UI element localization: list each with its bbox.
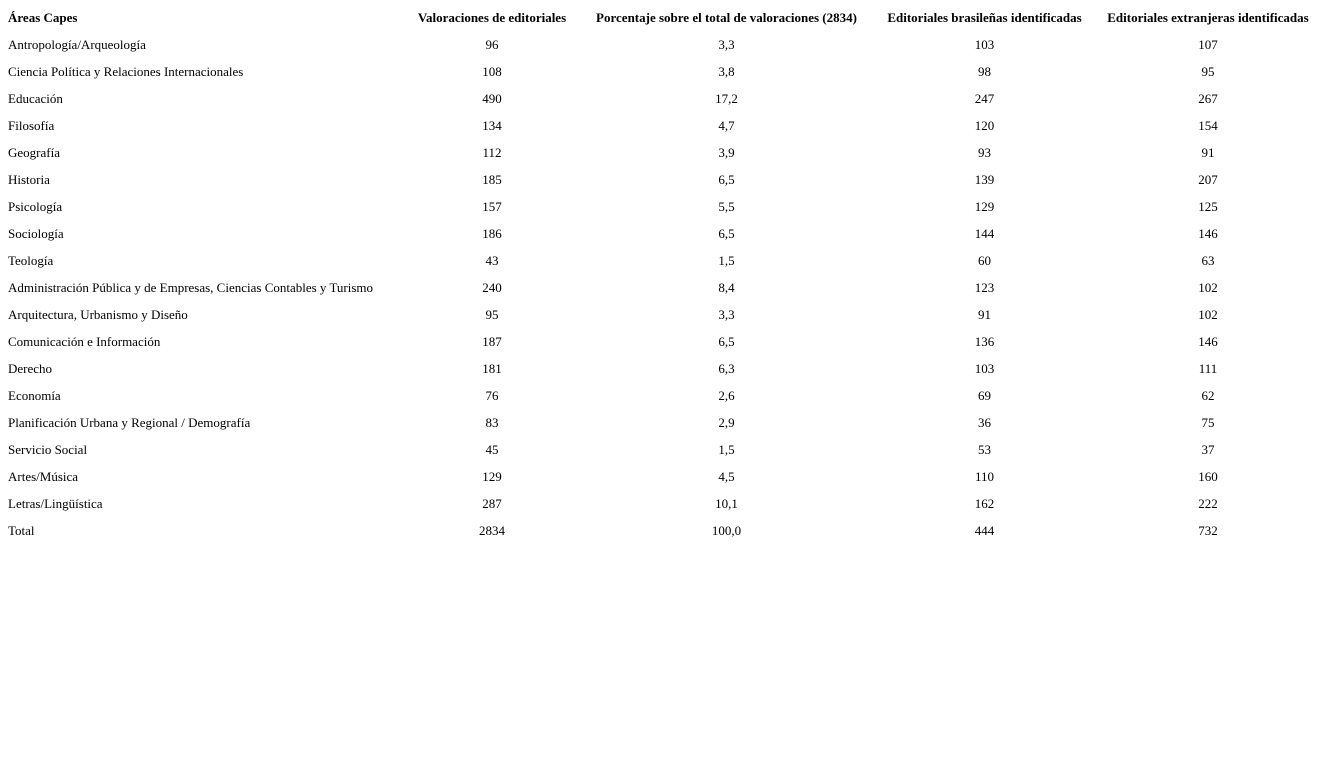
table-header (4, 4, 1322, 31)
cell-porcentaje: 3,8 (718, 64, 735, 79)
cell-extranjeras: 62 (1201, 388, 1215, 403)
cell-area: Total (8, 523, 35, 538)
cell-extranjeras: 146 (1198, 334, 1218, 349)
table-row (4, 328, 1322, 355)
table-row (4, 355, 1322, 382)
cell-brasilenas: 53 (978, 442, 991, 457)
cell-porcentaje: 17,2 (715, 91, 738, 106)
cell-area: Letras/Lingüística (8, 496, 103, 511)
table-row (4, 166, 1322, 193)
cell-valoraciones: 83 (485, 415, 499, 430)
cell-area: Antropología/Arqueología (8, 37, 146, 52)
cell-porcentaje: 6,3 (718, 361, 735, 376)
cell-area: Servicio Social (8, 442, 88, 457)
cell-brasilenas: 93 (978, 145, 991, 160)
cell-area: Comunicación e Información (8, 334, 161, 349)
cell-extranjeras: 75 (1201, 415, 1215, 430)
cell-extranjeras: 267 (1198, 91, 1218, 106)
cell-extranjeras: 37 (1201, 442, 1215, 457)
cell-extranjeras: 160 (1198, 469, 1218, 484)
cell-valoraciones: 490 (482, 91, 502, 106)
cell-porcentaje: 6,5 (718, 172, 735, 187)
cell-valoraciones: 45 (485, 442, 499, 457)
table-row (4, 31, 1322, 58)
cell-brasilenas: 110 (974, 469, 995, 484)
cell-brasilenas: 162 (974, 496, 995, 511)
table-row (4, 274, 1322, 301)
cell-brasilenas: 36 (978, 415, 991, 430)
cell-porcentaje: 4,5 (718, 469, 735, 484)
cell-brasilenas: 120 (974, 118, 995, 133)
cell-brasilenas: 69 (978, 388, 991, 403)
cell-extranjeras: 91 (1201, 145, 1215, 160)
table-row (4, 463, 1322, 490)
cell-brasilenas: 103 (974, 361, 995, 376)
cell-extranjeras: 107 (1198, 37, 1218, 52)
cell-extranjeras: 63 (1201, 253, 1215, 268)
table-row (4, 382, 1322, 409)
cell-valoraciones: 186 (482, 226, 502, 241)
header-editoriales-brasilenas: Editoriales brasileñas identificadas (887, 10, 1082, 25)
cell-valoraciones: 108 (482, 64, 502, 79)
table-row (4, 85, 1322, 112)
table-row (4, 436, 1322, 463)
cell-area: Artes/Música (8, 469, 79, 484)
cell-brasilenas: 60 (978, 253, 991, 268)
table-row (4, 247, 1322, 274)
cell-extranjeras: 146 (1198, 226, 1218, 241)
cell-brasilenas: 144 (974, 226, 995, 241)
cell-valoraciones: 240 (482, 280, 502, 295)
cell-area: Sociología (8, 226, 64, 241)
cell-area: Derecho (8, 361, 53, 376)
header-porcentaje: Porcentaje sobre el total de valoraciones (2834) (596, 10, 857, 25)
cell-extranjeras: 125 (1198, 199, 1218, 214)
table-row (4, 301, 1322, 328)
cell-area: Historia (8, 172, 50, 187)
header-valoraciones: Valoraciones de editoriales (417, 10, 567, 25)
cell-porcentaje: 6,5 (718, 226, 735, 241)
cell-brasilenas: 129 (974, 199, 995, 214)
cell-area: Teología (8, 253, 54, 268)
cell-valoraciones: 187 (482, 334, 502, 349)
cell-area: Filosofía (8, 118, 55, 133)
cell-porcentaje: 5,5 (718, 199, 735, 214)
cell-porcentaje: 3,3 (718, 307, 735, 322)
cell-area: Educación (8, 91, 63, 106)
cell-brasilenas: 98 (978, 64, 991, 79)
header-row (4, 4, 1322, 31)
cell-porcentaje: 4,7 (718, 118, 735, 133)
areas-capes-table (4, 4, 1322, 544)
cell-extranjeras: 207 (1198, 172, 1218, 187)
table-row (4, 409, 1322, 436)
cell-porcentaje: 10,1 (715, 496, 738, 511)
table-row (4, 139, 1322, 166)
cell-porcentaje: 100,0 (711, 523, 742, 538)
cell-valoraciones: 287 (482, 496, 502, 511)
cell-extranjeras: 222 (1198, 496, 1218, 511)
cell-extranjeras: 732 (1198, 523, 1218, 538)
cell-valoraciones: 181 (482, 361, 502, 376)
cell-extranjeras: 102 (1198, 307, 1218, 322)
table-row (4, 58, 1322, 85)
cell-valoraciones: 129 (482, 469, 502, 484)
cell-brasilenas: 139 (974, 172, 995, 187)
cell-porcentaje: 1,5 (718, 253, 735, 268)
cell-brasilenas: 103 (974, 37, 995, 52)
cell-porcentaje: 6,5 (718, 334, 735, 349)
total-row (4, 517, 1322, 544)
cell-valoraciones: 96 (485, 37, 499, 52)
cell-valoraciones: 157 (482, 199, 502, 214)
cell-extranjeras: 102 (1198, 280, 1218, 295)
cell-valoraciones: 185 (482, 172, 502, 187)
cell-extranjeras: 111 (1198, 361, 1218, 376)
table-body (4, 31, 1322, 544)
cell-valoraciones: 76 (485, 388, 499, 403)
table-row (4, 193, 1322, 220)
cell-area: Geografía (8, 145, 60, 160)
cell-porcentaje: 3,9 (718, 145, 735, 160)
cell-brasilenas: 123 (974, 280, 995, 295)
table-row (4, 112, 1322, 139)
cell-valoraciones: 112 (482, 145, 502, 160)
cell-area: Arquitectura, Urbanismo y Diseño (8, 307, 188, 322)
cell-brasilenas: 91 (978, 307, 991, 322)
cell-area: Administración Pública y de Empresas, Ciencias Contables y Turismo (8, 280, 374, 295)
cell-valoraciones: 2834 (479, 523, 505, 538)
cell-area: Ciencia Política y Relaciones Internacionales (8, 64, 244, 79)
cell-porcentaje: 2,9 (718, 415, 735, 430)
cell-porcentaje: 3,3 (718, 37, 735, 52)
cell-brasilenas: 247 (974, 91, 995, 106)
cell-extranjeras: 95 (1201, 64, 1215, 79)
cell-area: Economía (8, 388, 61, 403)
cell-extranjeras: 154 (1198, 118, 1218, 133)
cell-valoraciones: 43 (485, 253, 499, 268)
cell-valoraciones: 134 (482, 118, 502, 133)
header-areas-capes: Áreas Capes (8, 10, 78, 25)
cell-brasilenas: 444 (974, 523, 995, 538)
cell-area: Planificación Urbana y Regional / Demografía (8, 415, 251, 430)
header-editoriales-extranjeras: Editoriales extranjeras identificadas (1107, 10, 1309, 25)
cell-brasilenas: 136 (974, 334, 995, 349)
table-row (4, 220, 1322, 247)
cell-porcentaje: 8,4 (718, 280, 735, 295)
cell-porcentaje: 2,6 (718, 388, 735, 403)
table-row (4, 490, 1322, 517)
cell-porcentaje: 1,5 (718, 442, 735, 457)
cell-valoraciones: 95 (485, 307, 499, 322)
cell-area: Psicología (8, 199, 63, 214)
